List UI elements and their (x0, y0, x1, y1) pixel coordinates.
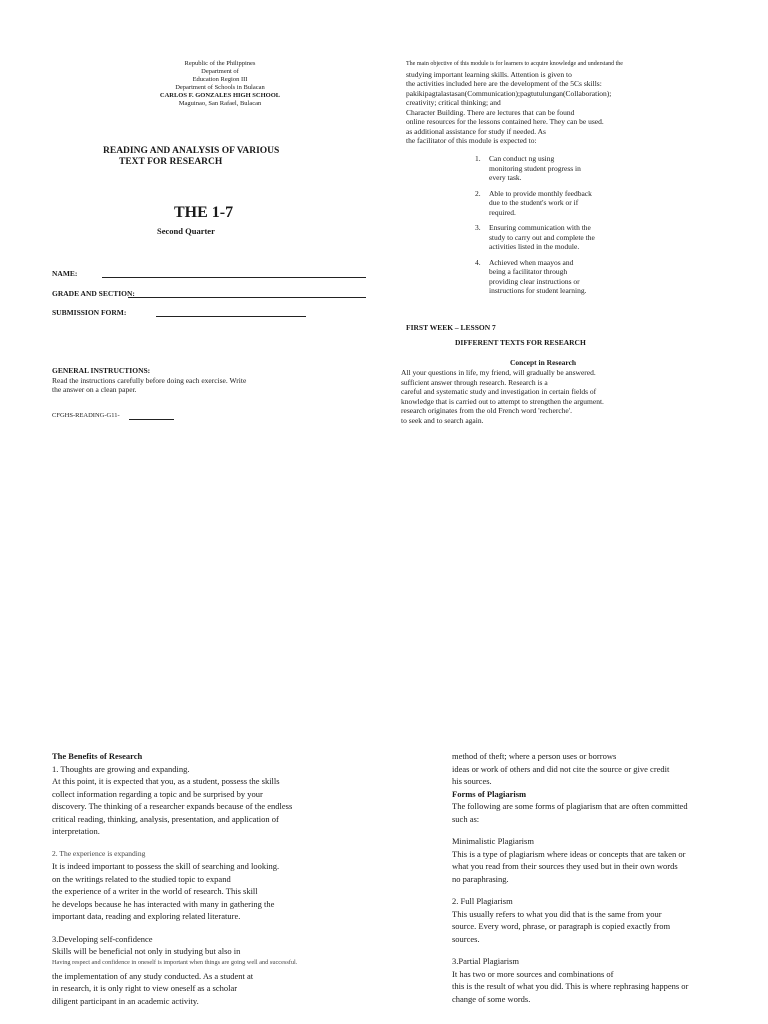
plagiarism-section (452, 750, 752, 1005)
concept-line: research originates from the old French word 'recherche'. (401, 406, 572, 415)
objectives-intro-line: pakikipagtalastasan(Communication);pagtutulungan(Collaboration); (406, 88, 612, 98)
lesson-title: DIFFERENT TEXTS FOR RESEARCH (455, 338, 586, 347)
objective-number: 1. (475, 154, 481, 163)
benefit-1-heading: 1. Thoughts are growing and expanding. (52, 763, 190, 774)
objective-line: Achieved when maayos and (489, 257, 574, 267)
objective-line: every task. (489, 173, 522, 182)
forms-line: The following are some forms of plagiarism that are often committed (452, 801, 688, 811)
minimal-line: what you read from their sources they used but in their own words (452, 861, 678, 871)
objectives-intro-line: online resources for the lessons contained here. They can be used. (406, 117, 604, 126)
objective-line: monitoring student progress in (489, 163, 581, 173)
objective-line: Ensuring communication with the (489, 223, 591, 232)
grade-section-field-label: GRADE AND SECTION: (52, 289, 135, 298)
department-line: Department of (201, 68, 239, 75)
objective-item (475, 189, 667, 218)
quarter-label: Second Quarter (157, 226, 215, 236)
concept-body (401, 368, 664, 425)
objective-item (475, 223, 667, 252)
footer-code-line[interactable] (129, 419, 174, 420)
objectives-intro-line: Character Building. There are lectures that can be found (406, 107, 575, 117)
objective-number: 4. (475, 257, 481, 267)
objective-line: Can conduct ng using (489, 154, 555, 163)
minimal-line: no paraphrasing. (452, 873, 509, 884)
instructions-heading: GENERAL INSTRUCTIONS: (52, 366, 151, 375)
full-line: sources. (452, 933, 480, 944)
plagiarism-intro-line: his sources. (452, 776, 492, 786)
concept-line: careful and systematic study and investigation in certain fields of (401, 387, 597, 396)
objective-line: due to the student's work or if (489, 198, 579, 207)
benefit-3-heading: 3.Developing self-confidence (52, 933, 153, 944)
objective-line: providing clear instructions or (489, 276, 580, 286)
objectives-intro-line: The main objective of this module is for learners to acquire knowledge and understand the (406, 61, 623, 67)
module-code: THE 1-7 (174, 204, 234, 221)
objectives-intro-line: as additional assistance for study if needed. As (406, 126, 546, 136)
republic-line: Republic of the Philippines (184, 60, 256, 67)
benefit-2-line: on the writings related to the studied topic to expand (52, 873, 231, 884)
benefit-3-line: diligent participant in an academic activity. (52, 995, 199, 1006)
objective-line: Able to provide monthly feedback (489, 188, 592, 198)
partial-line: this is the result of what you did. This is where rephrasing happens or (452, 981, 689, 991)
concept-line: sufficient answer through research. Research is a (401, 377, 548, 387)
name-field-label: NAME: (52, 269, 78, 278)
forms-heading: Forms of Plagiarism (452, 788, 527, 799)
module-title-line-1: READING AND ANALYSIS OF VARIOUS (103, 146, 280, 156)
benefit-1-line: collect information regarding a topic and be surprised by your (52, 788, 263, 799)
school-name: CARLOS F. GONZALES HIGH SCHOOL (159, 92, 281, 99)
benefit-3-line: in research, it is only right to view oneself as a scholar (52, 983, 238, 993)
grade-section-field-line[interactable] (128, 297, 366, 298)
objectives-list (475, 154, 667, 302)
objective-item (475, 154, 667, 183)
division-line: Department of Schools in Bulacan (175, 84, 265, 91)
benefit-2-line: It is indeed important to possess the skill of searching and looking. (52, 861, 280, 871)
name-field-line[interactable] (102, 277, 366, 278)
full-heading: 2. Full Plagiarism (452, 896, 513, 906)
objective-line: activities listed in the module. (489, 242, 580, 251)
lesson-week: FIRST WEEK – LESSON 7 (406, 323, 496, 332)
benefit-3-small-line: Having respect and confidence in oneself is important when things are going well and successful. (52, 958, 298, 966)
instructions-line-2: the answer on a clean paper. (52, 385, 137, 394)
minimal-line: This is a type of plagiarism where ideas or concepts that are taken or (452, 848, 686, 859)
objective-number: 2. (475, 188, 481, 198)
cover-header (120, 60, 320, 108)
concept-line: to seek and to search again. (401, 415, 484, 425)
objectives-intro-line: the facilitator of this module is expected to: (406, 136, 537, 145)
benefit-2-heading: 2. The experience is expanding (52, 848, 146, 858)
benefit-2-line: the experience of a writer in the world of research. This skill (52, 886, 258, 896)
objective-line: required. (489, 207, 516, 217)
partial-line: It has two or more sources and combinations of (452, 968, 614, 979)
instructions-line-1: Read the instructions carefully before doing each exercise. Write (52, 375, 247, 385)
partial-line: change of some words. (452, 993, 531, 1004)
school-address: Maguinao, San Rafael, Bulacan (178, 100, 262, 107)
benefit-1-line: discovery. The thinking of a researcher expands because of the endless (52, 801, 293, 811)
module-title-line-2: TEXT FOR RESEARCH (119, 157, 223, 167)
full-line: source. Every word, phrase, or paragraph is copied exactly from (452, 921, 671, 931)
region-line: Education Region III (192, 76, 248, 83)
benefit-2-line: important data, reading and exploring related literature. (52, 911, 241, 921)
objective-line: being a facilitator through (489, 267, 568, 276)
full-line: This usually refers to what you did that is the same from your (452, 908, 662, 919)
plagiarism-intro-line: method of theft; where a person uses or borrows (452, 751, 617, 761)
benefit-1-line: At this point, it is expected that you, as a student, possess the skills (52, 776, 280, 786)
objectives-intro-line: creativity; critical thinking; and (406, 98, 501, 107)
general-instructions (52, 366, 292, 395)
objective-item (475, 258, 667, 296)
objective-number: 3. (475, 223, 481, 232)
concept-line: knowledge that is carried out to attempt to strengthen the argument. (401, 396, 604, 406)
benefits-heading: The Benefits of Research (52, 751, 143, 761)
partial-heading: 3.Partial Plagiarism (452, 956, 520, 966)
objectives-intro (406, 60, 666, 146)
benefit-3-line: the implementation of any study conducted. As a student at (52, 970, 254, 981)
objectives-intro-line: the activities included here are the development of the 5Cs skills: (406, 79, 602, 88)
objectives-intro-line: studying important learning skills. Attention is given to (406, 69, 572, 79)
submission-form-field-line[interactable] (156, 316, 306, 317)
footer-code: CFGHS-READING-G11- (52, 412, 120, 419)
benefits-section (52, 750, 334, 1007)
benefit-1-line: critical reading, thinking, analysis, presentation, and application of (52, 813, 279, 824)
forms-line: such as: (452, 813, 480, 824)
concept-heading: Concept in Research (510, 358, 577, 367)
objective-line: instructions for student learning. (489, 286, 587, 295)
submission-form-field-label: SUBMISSION FORM: (52, 308, 127, 317)
benefit-2-line: he develops because he has interacted with many in gathering the (52, 898, 275, 909)
plagiarism-intro-line: ideas or work of others and did not cite the source or give credit (452, 763, 670, 774)
benefit-3-line: Skills will be beneficial not only in studying but also in (52, 946, 241, 956)
objective-line: study to carry out and complete the (489, 232, 595, 242)
concept-line: All your questions in life, my friend, will gradually be answered. (401, 368, 596, 377)
minimal-heading: Minimalistic Plagiarism (452, 836, 534, 846)
module-title (103, 146, 323, 168)
benefit-1-line: interpretation. (52, 826, 100, 836)
